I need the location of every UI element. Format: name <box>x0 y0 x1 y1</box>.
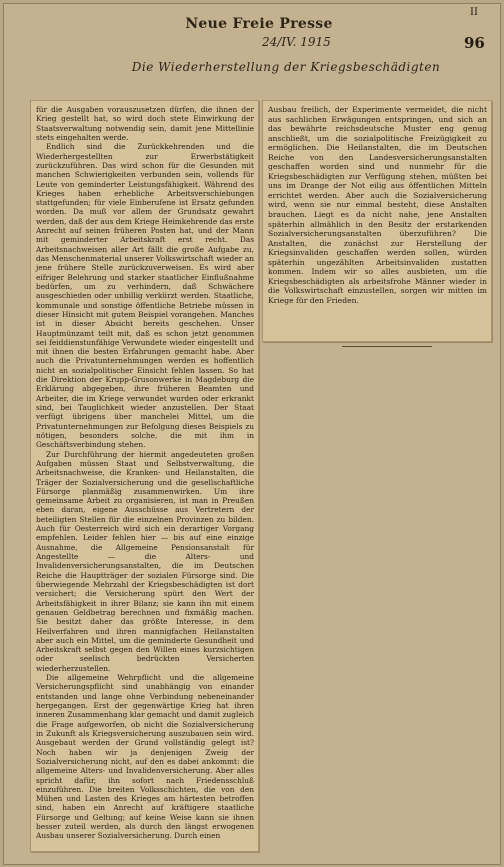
paragraph: Ausbau freilich, der Experimente vermeidet, die nicht aus sachlichen Erwägungen entspringen, und sich an das bewährte reichsdeutsche Muster eng genug anschließt, um die sozialpolitische Freizügigkeit zu ermöglichen. Die Heilanstalten, die im Deutschen Reiche von den Landesversicherungsanstalten geschaffen worden sind und nunmehr für die Kriegsbeschädigten zur Verfügung stehen, müßten bei uns im Drange der Not eilig aus öffentlichen Mitteln errichtet werden. Aber auch die Sozialversicherung wird, wenn sie nur einmal besteht, diese Anstalten brauchen. Liegt es da nicht nahe, jene Anstalten späterhin allmählich in den Besitz der erstarkenden Sozialversicherungsanstalten überzuführen? Die Anstalten, die zunächst zur Herstellung der Kriegsinvaliden geschaffen werden sollen, würden späterhin ungezählten Arbeitsinvaliden zustatten kommen. Indem wir so alles ausbieten, um die Kriegsbeschädigten als arbeitsfrohe Männer wieder in die Volkswirtschaft einzustellen, sorgen wir mitten im Kriege für den Frieden. <box>268 105 487 305</box>
article-end-rule <box>342 346 432 347</box>
newspaper-clipping-right <box>262 100 492 342</box>
handwritten-heading: Die Wiederherstellung der Kriegsbeschädigten <box>131 60 441 74</box>
right-column-text <box>268 105 487 305</box>
roman-numeral-mark: II <box>470 7 478 18</box>
newspaper-masthead: Neue Freie Presse <box>185 16 333 32</box>
left-column-text <box>36 105 254 841</box>
newspaper-clipping-left <box>30 100 259 852</box>
paragraph: für die Ausgaben vorauszusetzen dürfen, die ihnen der Krieg gestellt hat, so wird doch stete Einwirkung der Staatsverwaltung notwendig sein, damit jene Mittellinie stets eingehalten werde. <box>36 105 254 142</box>
paragraph: Die allgemeine Wehrpflicht und die allgemeine Versicherungspflicht sind unabhängig von einander entstanden und lange ohne Verbindung nebeneinander hergegangen. Erst der gegenwärtige Krieg hat ihren inneren Zusammenhang klar gemacht und damit zugleich die Frage aufgeworfen, ob nicht die Sozialversicherung in Zukunft als Kriegsversicherung auszubauen sein wird. Ausgebaut werden der Grund vollständig gelegt ist? Noch haben wir ja denjenigen Zweig der Sozialversicherung nicht, auf den es dabei ankommt: die allgemeine Alters- und Invalidenversicherung. Aber alles spricht dafür, ihn sofort nach Friedensschluß einzuführen. Die breiten Volksschichten, die von den Mühen und Lasten des Krieges am härtesten betroffen sind, haben ein Anrecht auf kräftigere staatliche Fürsorge und Geltung; auf keine Weise kann sie ihnen besser zuteil werden, als durch den längst erwogenen Ausbau unserer Sozialversicherung. Durch einen <box>36 673 254 841</box>
paragraph: Zur Durchführung der hiermit angedeuteten großen Aufgaben müssen Staat und Selbstverwaltung, die Arbeitsnachweise, die Kranken- und Heilanstalten, die Träger der Sozialversicherung und die gesellschaftliche Fürsorge planmäßig zusammenwirken. Um ihre gemeinsame Arbeit zu organisieren, ist man in Preußen eben daran, eigene Ausschüsse aus Vertretern der beteiligten Stellen für die einzelnen Provinzen zu bilden. Auch für Oesterreich wird sich ein derartiger Vorgang empfehlen. Leider fehlen hier — bis auf eine einzige Ausnahme, die Allgemeine Pensionsanstalt für Angestellte — die Alters- und Invalidenversicherungsanstalten, die im Deutschen Reiche die Hauptträger der sozialen Fürsorge sind. Die überwiegende Mehrzahl der Kriegsbeschädigten ist dort versichert; die Versicherung spürt den Wert der Arbeitsfähigkeit in ihrer Bilanz; sie kann ihn mit einem genauen Geldbetrag berechnen und fixmäßig machen. Sie besitzt daher das größte Interesse, in dem Heilverfahren und ihren mannigfachen Heilanstalten aber auch ein Mittel, um die geminderte Gesundheit und Arbeitskraft selbst gegen den Willen eines kurzsichtigen oder seelisch bedrückten Versicherten wiederherzustellen. <box>36 449 254 673</box>
paragraph: Endlich sind die Zurückkehrenden und die Wiederhergestellten zur Erwerbstätigkeit zurückzuführen. Das wird schon für die Gesunden mit manchen Schwierigkeiten verbunden sein, vollends für Leute von geminderter Leistungsfähigkeit. Während des Krieges haben erhebliche Arbeitsverschiebungen stattgefunden; für viele Einberufene ist Ersatz gefunden worden. Da muß vor allem der Grundsatz gewahrt werden, daß der aus dem Kriege Heimkehrende das erste Anrecht auf seinen früheren Posten hat, und der Mann mit geminderter Arbeitskraft erst recht. Das Arbeitsnachweisen aller Art fällt die große Aufgabe zu, das Menschenmaterial unserer Volkswirtschaft wieder an jene frühere Stelle zurückzuverweisen. Es wird aber eifriger Belehrung und starker staatlicher Einflußnahme bedürfen, um zu verhindern, daß Schwächere ausgeschieden oder unbillig verkürzt werden. Staatliche, kommunale und sonstige öffentliche Betriebe müssen in dieser Hinsicht mit gutem Beispiel vorangehen. Manches ist in dieser Absicht bereits geschehen. Unser Hauptmünzamt teilt mit, daß es schon jetzt genommen sei feiddienstunfähige Verwundete wieder eingestellt und mit ihnen die besten Erfahrungen gemacht habe. Aber auch die Privatunternehmungen werden es hoffentlich nicht an sozialpolitischer Einsicht fehlen lassen. So hat die Direktion der Krupp-Grusonwerke in Magdeburg die Erklärung abgegeben, ihre früheren Beamten und Arbeiter, die im Kriege verwundet wurden oder erkrankt sind, bei Tauglichkeit wieder anzustellen. Der Staat verfügt übrigens über manchelei Mittel, um die Privatunternehmungen zur Befolgung dieses Beispiels zu nötigen, besonders solche, die mit ihm in Geschäftsverbindung stehen. <box>36 142 254 450</box>
handwritten-date: 24/IV. 1915 <box>262 35 331 49</box>
page-number: 96 <box>464 34 485 52</box>
